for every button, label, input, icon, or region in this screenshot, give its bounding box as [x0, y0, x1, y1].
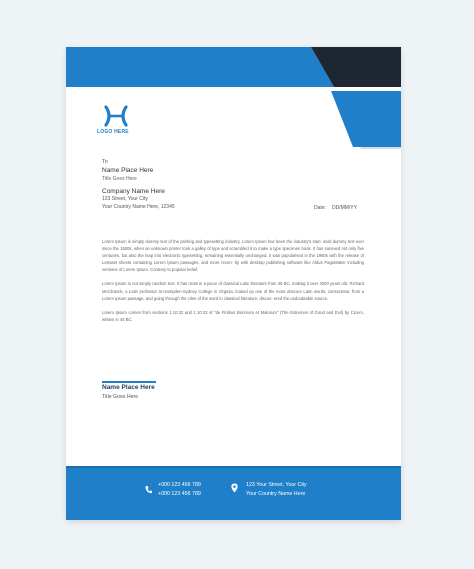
header-blue-band	[66, 47, 334, 87]
company-name: Company Name Here	[102, 188, 165, 195]
footer-bar	[66, 468, 401, 520]
date-label: Date:	[314, 205, 326, 211]
recipient-name: Name Place Here	[102, 167, 154, 174]
letter-body	[102, 238, 364, 330]
date-line	[314, 205, 357, 211]
phone-icon	[145, 485, 152, 494]
recipient-block	[102, 158, 302, 183]
signature-line	[102, 381, 156, 383]
address-line-2: Your Country Name Here	[246, 490, 306, 497]
to-label: To	[102, 159, 108, 165]
logo-x-mark	[102, 105, 130, 127]
company-country: Your Country Name Here, 12345	[102, 203, 175, 210]
company-block	[102, 187, 302, 211]
body-paragraph-2: Lorem Ipsum is not simply random text. It has roots in a piece of classical Latin literature from 45 BC, making it over 2000 years old. Richard McClintock, a Latin professor at Hampden-Sydney College in Virginia, looked up one of the more obscure Latin words, consectetur, from a Lorem Ipsum passage, and going through the cites of the word in classical literature, discov- ered the undoubtable source.	[102, 281, 364, 301]
body-paragraph-1: Lorem Ipsum is simply dummy text of the printing and typesetting industry. Lorem Ipsum has been the industry's stan- dard dummy text ever since the 1500s, when an unknown printer took a galley of type and scrambled it to make a type specimen book. It has survived not only five centuries, but also the leap into electronic typesetting, remaining essentially unchanged. It was popularised in the 1960s with the release of Letraset sheets containing Lorem Ipsum passages, and more recen- tly with desktop publishing software like Aldus PageMaker including versions of Lorem Ipsum. Contrary to popular belief,	[102, 239, 364, 273]
recipient-title: Title Goes Here	[102, 176, 137, 182]
body-paragraph-3: Lorem Ipsum comes from sections 1.10.32 and 1.10.33 of "de Finibus Bonorum et Malorum" (The Extremes of Good and Evil) by Cicero, written in 45 BC.	[102, 309, 364, 322]
signature-name: Name Place Here	[102, 384, 155, 391]
logo-text: LOGO HERE	[97, 129, 129, 135]
phone-numbers	[158, 481, 201, 498]
phone-number-2: +000 123 456 789	[158, 490, 201, 497]
address-lines	[246, 481, 307, 498]
header-decoration	[66, 47, 401, 152]
signature-title: Title Goes Here	[102, 394, 139, 400]
company-street: 123 Street, Your City	[102, 196, 148, 202]
header-blue-slant	[331, 91, 401, 147]
letterhead-page	[66, 47, 401, 520]
address-line-1: 123 Your Street, Your City	[246, 482, 307, 488]
location-pin-icon	[231, 483, 238, 493]
date-value: DD/MM/YY	[331, 205, 357, 211]
phone-number-1: +000 123 456 789	[158, 482, 201, 488]
